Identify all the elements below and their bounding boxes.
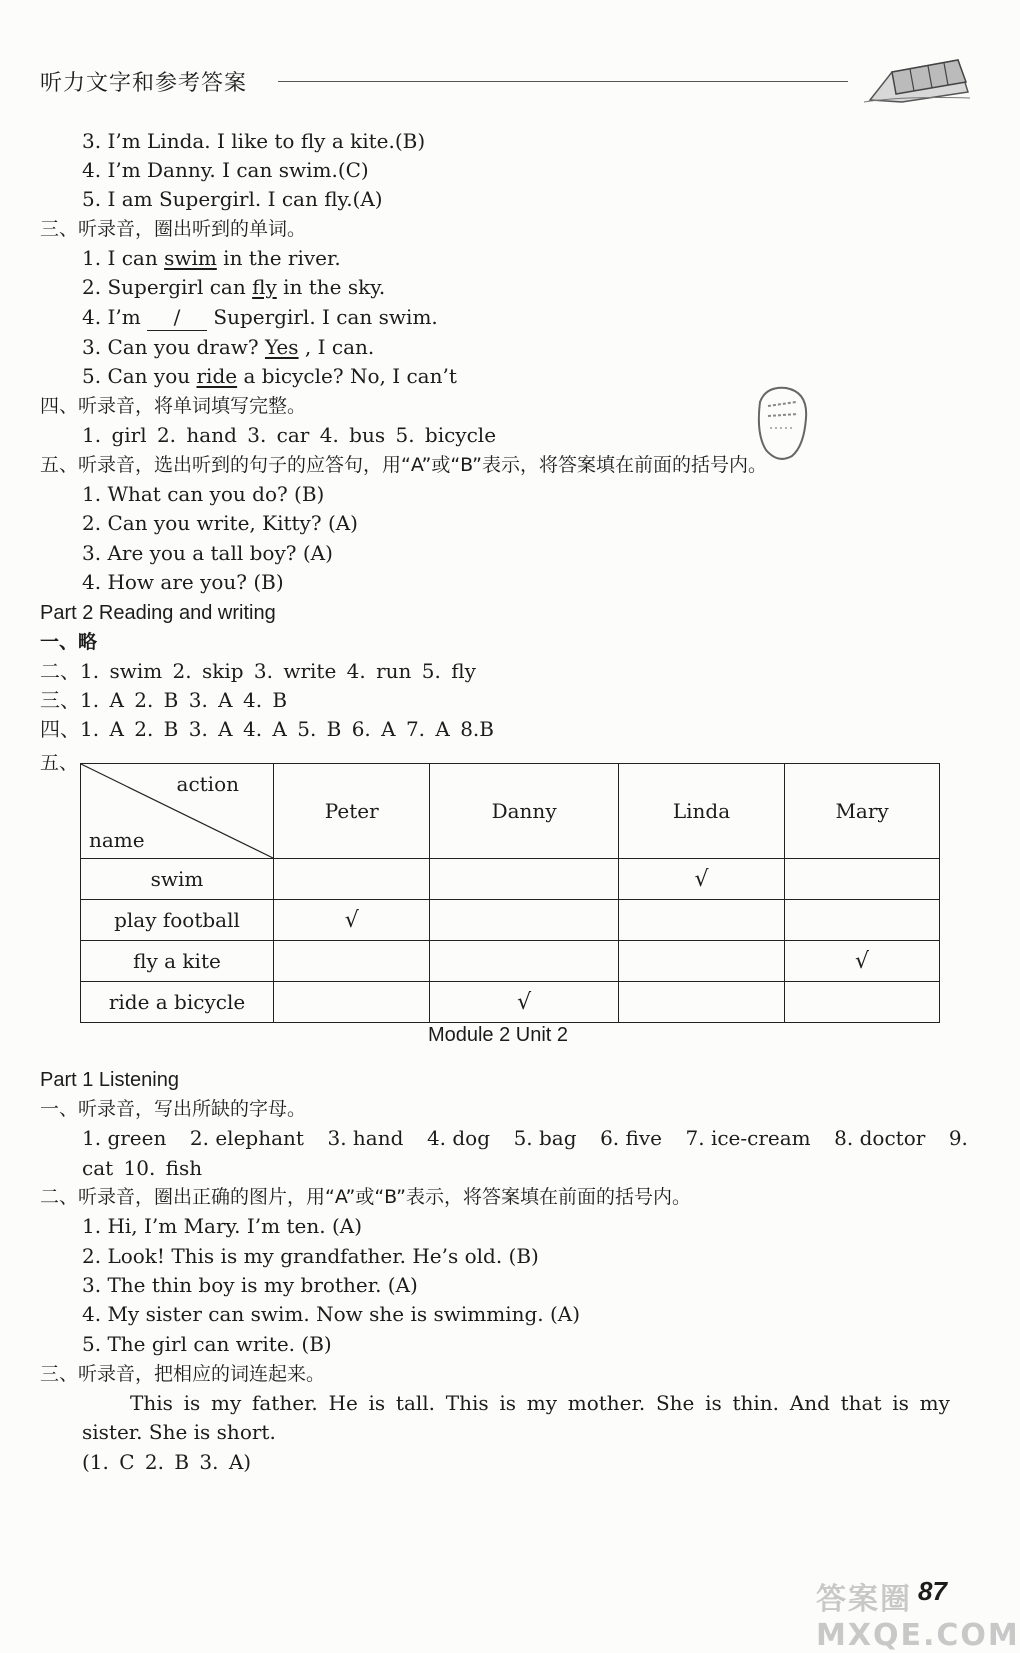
watermark: 答案圈 MXQE.COM	[816, 1582, 1020, 1653]
row-label: swim	[81, 859, 274, 900]
answer-line: 三、1. A 2. B 3. A 4. B	[40, 688, 288, 712]
module-heading: Module 2 Unit 2	[427, 1024, 569, 1046]
row-label: play football	[81, 900, 274, 941]
table-cell	[618, 982, 784, 1023]
answer-token: 4. dog	[426, 1126, 491, 1150]
table-cell	[274, 982, 430, 1023]
list-item: 1. What can you do? (B)	[82, 482, 325, 506]
table-cell	[430, 982, 618, 1023]
table-row	[81, 900, 940, 941]
table-header-row	[81, 764, 940, 859]
section-heading: 一、听录音，写出所缺的字母。	[40, 1098, 307, 1120]
table-cell	[785, 941, 940, 982]
column-header: Linda	[618, 764, 784, 859]
answer-word: fly	[252, 275, 277, 299]
word: my	[211, 1391, 242, 1415]
page-number: 87	[918, 1576, 947, 1606]
word: This	[130, 1391, 173, 1415]
word: is	[183, 1391, 201, 1415]
answer-line: 一、略	[40, 631, 98, 653]
section-heading: 三、听录音，圈出听到的单词。	[40, 218, 307, 240]
table-corner-cell	[81, 764, 274, 859]
table-cell	[430, 900, 618, 941]
list-item: 2. Look! This is my grandfather. He’s old. (B)	[82, 1244, 539, 1268]
list-item: 2. Can you write, Kitty? (A)	[82, 511, 358, 535]
running-header-title: 听力文字和参考答案	[40, 71, 248, 96]
corner-label-name: name	[89, 828, 145, 852]
word: my	[919, 1391, 950, 1415]
list-item: 1. Hi, I’m Mary. I’m ten. (A)	[82, 1214, 362, 1238]
word: He	[328, 1391, 358, 1415]
table-cell	[274, 859, 430, 900]
list-item: 4. How are you? (B)	[82, 570, 284, 594]
table-cell	[430, 941, 618, 982]
word: This	[445, 1391, 489, 1415]
answer-word: ride	[196, 364, 238, 388]
text-line: 4. I’m Danny. I can swim.(C)	[82, 158, 369, 182]
answer-label: 五、	[40, 752, 79, 774]
header-rule	[278, 81, 848, 82]
table-cell	[430, 859, 618, 900]
list-item: 5. The girl can write. (B)	[82, 1332, 332, 1356]
table-row	[81, 982, 940, 1023]
table-row	[81, 859, 940, 900]
answer-token: 2. elephant	[189, 1126, 304, 1150]
table-cell	[785, 859, 940, 900]
answer-token: 1. green	[82, 1126, 167, 1150]
list-item: 3. The thin boy is my brother. (A)	[82, 1273, 418, 1297]
books-illustration-icon	[862, 52, 972, 104]
table-cell	[618, 859, 784, 900]
part-title: Part 2 Reading and writing	[40, 602, 276, 624]
answer-line: cat 10. fish	[82, 1156, 203, 1180]
answer-token: 7. ice-cream	[685, 1126, 811, 1150]
text-line: 3. Can you draw? Yes , I can.	[82, 335, 375, 359]
row-label: ride a bicycle	[81, 982, 274, 1023]
answer-line: 二、1. swim 2. skip 3. write 4. run 5. fly	[40, 659, 476, 683]
word: mother.	[567, 1391, 646, 1415]
corner-label-action: action	[176, 772, 239, 796]
section-heading: 二、听录音，圈出正确的图片，用“A”或“B”表示，将答案填在前面的括号内。	[40, 1186, 692, 1208]
text-line: 4. I’m / Supergirl. I can swim.	[82, 305, 438, 329]
table-cell	[274, 900, 430, 941]
text-line: 2. Supergirl can fly in the sky.	[82, 275, 386, 299]
table-cell	[618, 900, 784, 941]
answer-line	[82, 1125, 968, 1151]
answer-word: swim	[164, 246, 217, 270]
answer-token: 9.	[948, 1126, 968, 1150]
table-cell	[785, 982, 940, 1023]
answer-token: 5. bag	[513, 1126, 577, 1150]
column-header: Danny	[430, 764, 618, 859]
word: She	[655, 1391, 695, 1415]
word: is	[368, 1391, 386, 1415]
word: thin.	[732, 1391, 780, 1415]
row-label: fly a kite	[81, 941, 274, 982]
word: is	[499, 1391, 517, 1415]
answer-token: 6. five	[600, 1126, 662, 1150]
table-cell	[785, 900, 940, 941]
answer-token: 8. doctor	[834, 1126, 926, 1150]
check-mark: √	[344, 907, 359, 933]
part-title: Part 1 Listening	[40, 1069, 179, 1091]
table-cell	[618, 941, 784, 982]
word: And	[789, 1391, 830, 1415]
list-item: 4. My sister can swim. Now she is swimming. (A)	[82, 1302, 581, 1326]
text-line: 5. I am Supergirl. I can fly.(A)	[82, 187, 383, 211]
text-line: 1. I can swim in the river.	[82, 246, 341, 270]
answer-blank: /	[147, 304, 207, 331]
paragraph-line	[130, 1390, 950, 1416]
section-heading: 五、听录音，选出听到的句子的应答句，用“A”或“B”表示，将答案填在前面的括号内。	[40, 454, 768, 476]
word: is	[705, 1391, 722, 1415]
section-heading: 四、听录音，将单词填写完整。	[40, 395, 307, 417]
section-heading: 三、听录音，把相应的词连起来。	[40, 1363, 326, 1385]
answer-token: 3. hand	[327, 1126, 404, 1150]
answer-line: 四、1. A 2. B 3. A 4. A 5. B 6. A 7. A 8.B	[40, 717, 494, 741]
list-item: 3. Are you a tall boy? (A)	[82, 541, 333, 565]
check-mark: √	[517, 989, 532, 1015]
column-header: Peter	[274, 764, 430, 859]
check-mark: √	[694, 866, 709, 892]
word: father.	[251, 1391, 318, 1415]
answer-line: 1. girl 2. hand 3. car 4. bus 5. bicycle	[82, 423, 497, 447]
word: is	[892, 1391, 909, 1415]
action-table	[80, 763, 940, 1023]
text-line: 3. I’m Linda. I like to fly a kite.(B)	[82, 129, 426, 153]
answer-line: (1. C 2. B 3. A)	[82, 1450, 252, 1474]
answer-word: Yes	[264, 335, 299, 359]
table-cell	[274, 941, 430, 982]
column-header: Mary	[785, 764, 940, 859]
table-row	[81, 941, 940, 982]
paragraph-line: sister. She is short.	[82, 1420, 276, 1444]
word: that	[840, 1391, 882, 1415]
check-mark: √	[855, 948, 870, 974]
word: my	[526, 1391, 558, 1415]
text-line: 5. Can you ride a bicycle? No, I can’t	[82, 364, 457, 388]
word: tall.	[395, 1391, 436, 1415]
